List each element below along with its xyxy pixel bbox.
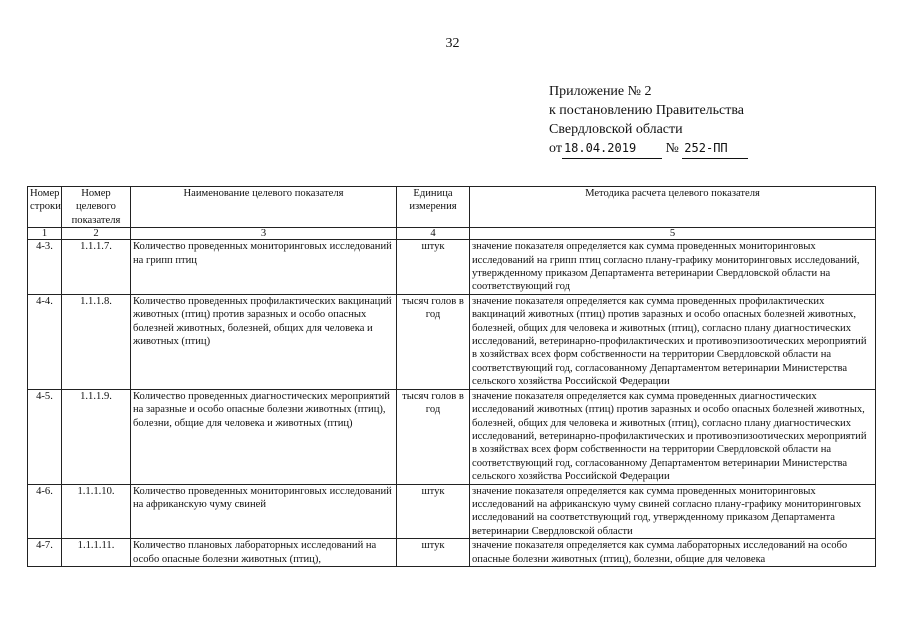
- header-line-number: Номер строки: [28, 187, 62, 228]
- table-row: [28, 539, 876, 567]
- row-line-number: 4-3.: [28, 240, 62, 295]
- row-unit: штук: [397, 240, 470, 295]
- table-row: [28, 389, 876, 484]
- row-method: значение показателя определяется как сумма проведенных мониторинговых исследований на грипп птиц согласно плану-графику мониторинговых исследований, утвержденному приказом Департамента ветеринарии Свердловской области на соответствующий год: [470, 240, 876, 295]
- row-unit: штук: [397, 484, 470, 539]
- page-number: 32: [445, 36, 460, 51]
- header-indicator-name: Наименование целевого показателя: [131, 187, 397, 228]
- row-method: значение показателя определяется как сумма лабораторных исследований на особо опасные болезни животных (птиц), болезни, общие для человека: [470, 539, 876, 567]
- row-line-number: 4-4.: [28, 294, 62, 389]
- indicator-table: [27, 186, 876, 567]
- row-indicator-name: Количество проведенных мониторинговых исследований на грипп птиц: [131, 240, 397, 295]
- column-number: 1: [28, 228, 62, 240]
- row-unit: штук: [397, 539, 470, 567]
- header-indicator-number: Номер целевого показателя: [62, 187, 131, 228]
- table-row: [28, 240, 876, 295]
- row-indicator-name: Количество проведенных мониторинговых исследований на африканскую чуму свиней: [131, 484, 397, 539]
- row-method: значение показателя определяется как сумма проведенных мониторинговых исследований на африканскую чуму свиней согласно плану-графику мониторинговых исследований на соответствующий год, утвержденному приказом Департамента ветеринарии Свердловской области: [470, 484, 876, 539]
- row-line-number: 4-5.: [28, 389, 62, 484]
- header-unit: Единица измерения: [397, 187, 470, 228]
- row-unit: тысяч голов в год: [397, 389, 470, 484]
- row-indicator-code: 1.1.1.9.: [62, 389, 131, 484]
- decree-date: 18.04.2019: [562, 139, 662, 159]
- number-prefix: №: [665, 141, 679, 156]
- row-indicator-code: 1.1.1.8.: [62, 294, 131, 389]
- row-unit: тысяч голов в год: [397, 294, 470, 389]
- row-indicator-code: 1.1.1.7.: [62, 240, 131, 295]
- column-number: 4: [397, 228, 470, 240]
- appendix-decree: к постановлению Правительства: [549, 103, 745, 118]
- decree-number: 252-ПП: [682, 139, 748, 159]
- row-line-number: 4-7.: [28, 539, 62, 567]
- header-method: Методика расчета целевого показателя: [470, 187, 876, 228]
- row-indicator-code: 1.1.1.10.: [62, 484, 131, 539]
- row-method: значение показателя определяется как сумма проведенных профилактических вакцинаций животных (птиц) против заразных и особо опасных болезней животных, болезней, общих для человека и животных (птиц), согласно плану диагностических исследований, ветеринарно-профилактических и противоэпизоотических мероприятий в хозяйствах всех форм собственности на территории Свердловской области на соответствующий год, согласованному Департаментом ветеринарии Министерства сельского хозяйства Российской Федерации: [470, 294, 876, 389]
- row-indicator-name: Количество плановых лабораторных исследований на особо опасные болезни животных (птиц),: [131, 539, 397, 567]
- row-indicator-name: Количество проведенных диагностических мероприятий на заразные и особо опасные болезни животных (птиц), болезни, общие для человека и животных (птиц): [131, 389, 397, 484]
- date-prefix: от: [549, 141, 562, 156]
- table-row: [28, 484, 876, 539]
- row-line-number: 4-6.: [28, 484, 62, 539]
- column-number: 3: [131, 228, 397, 240]
- appendix-region: Свердловской области: [549, 122, 683, 137]
- column-number-row: [28, 228, 876, 240]
- column-number: 5: [470, 228, 876, 240]
- appendix-title: Приложение № 2: [549, 84, 652, 99]
- appendix-header: [549, 82, 748, 159]
- table-header-row: [28, 187, 876, 228]
- row-indicator-name: Количество проведенных профилактических вакцинаций животных (птиц) против заразных и особо опасных болезней животных, болезней, общих для человека и животных (птиц): [131, 294, 397, 389]
- row-method: значение показателя определяется как сумма проведенных диагностических исследований животных (птиц) против заразных и особо опасных болезней животных, болезней, общих для человека и животных (птиц), согласно плану диагностических исследований, ветеринарно-профилактических и противоэпизоотических мероприятий в хозяйствах всех форм собственности на территории Свердловской области на соответствующий год, согласованному Департаментом ветеринарии Министерства сельского хозяйства Российской Федерации: [470, 389, 876, 484]
- row-indicator-code: 1.1.1.11.: [62, 539, 131, 567]
- table-row: [28, 294, 876, 389]
- appendix-date-line: [549, 139, 748, 159]
- column-number: 2: [62, 228, 131, 240]
